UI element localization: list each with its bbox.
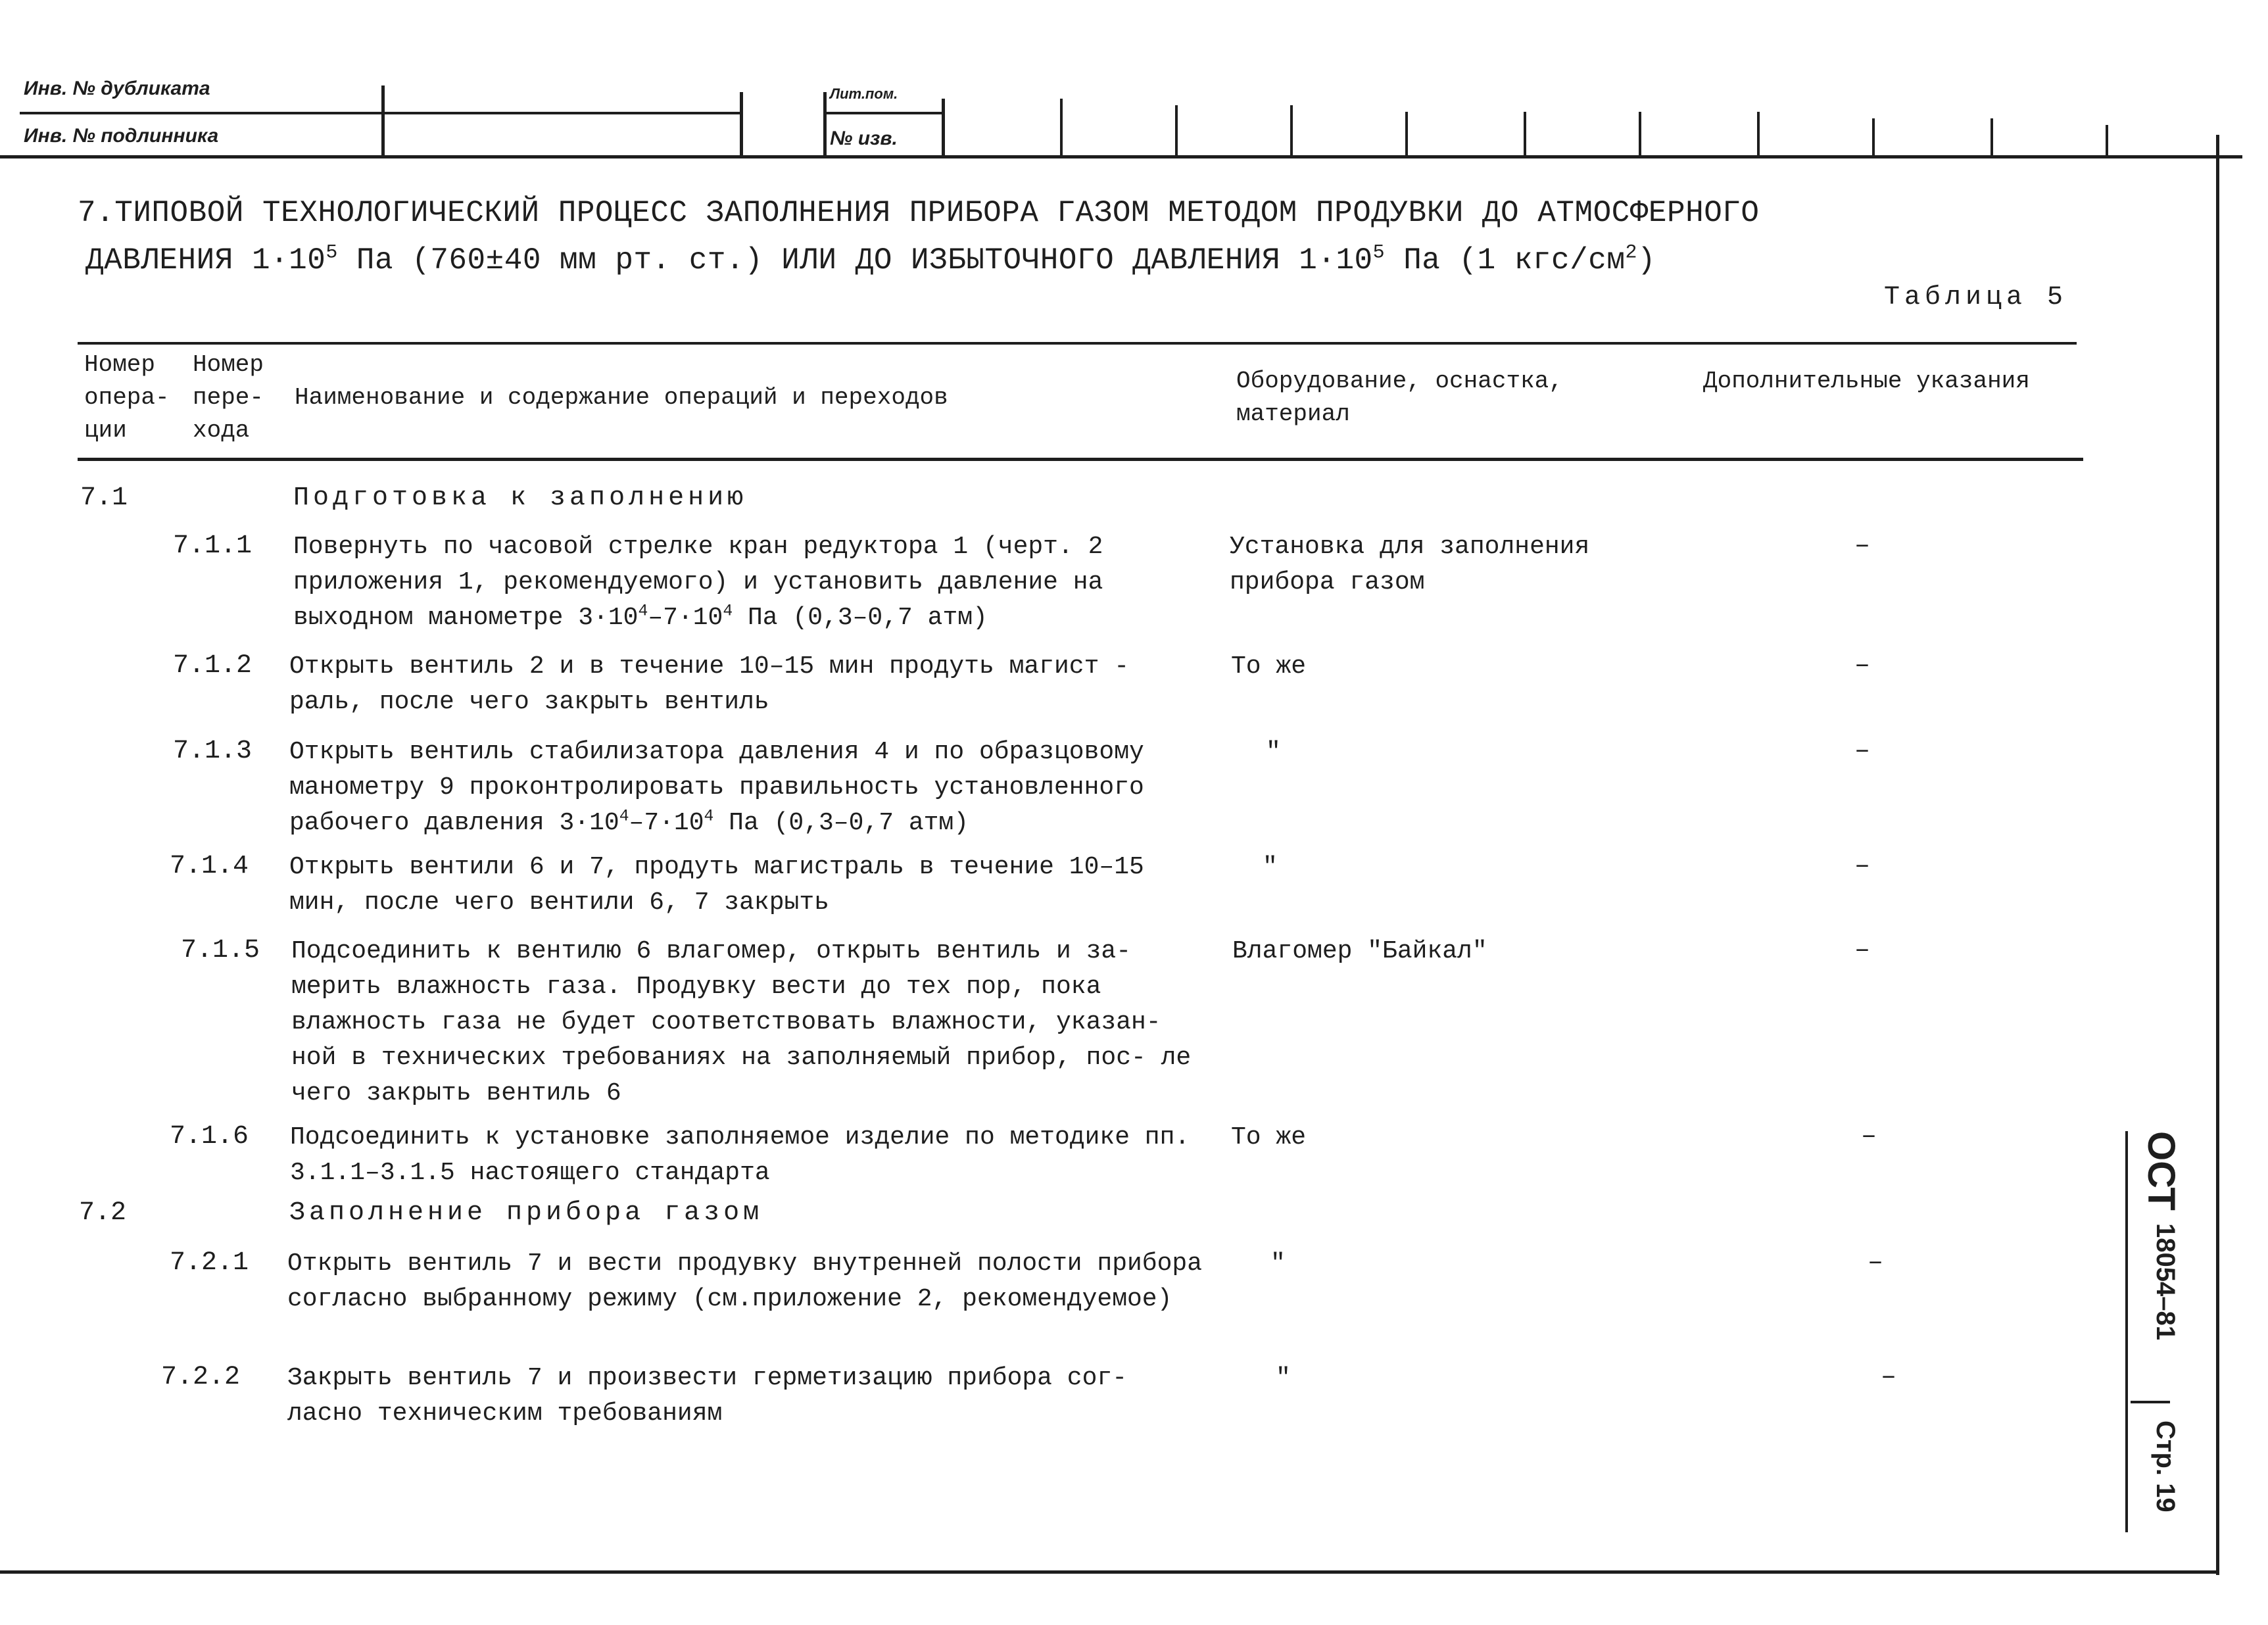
row-text: Открыть вентили 6 и 7, продуть магистраль в течение 10–15 мин, после чего вентили 6, 7 закрыть	[289, 853, 1144, 917]
duplicate-label: Инв. № дубликата	[24, 78, 210, 99]
row-equipment: То же	[1231, 1123, 1307, 1152]
row-equipment: Установка для заполнения прибора газом	[1230, 533, 1590, 596]
stamp-separator	[740, 92, 743, 158]
row-number: 7.2.2	[161, 1363, 241, 1392]
stamp-separator	[1757, 112, 1760, 158]
row-text: Открыть вентиль стабилизатора давления 4 и по образцовому манометру 9 проконтролировать правильность установленного рабочего давления $3\cdot 10^4-7\cdot 10^4$ Па (0,3–0,7 атм)	[289, 738, 1144, 837]
row-notes: –	[1854, 531, 1871, 561]
row-notes: –	[1861, 1122, 1877, 1152]
row-number: 7.1.2	[173, 651, 253, 681]
stamp-separator	[1639, 112, 1641, 158]
change-label: № изв.	[830, 128, 898, 149]
page-frame-bottom	[0, 1570, 2219, 1574]
document-title-line2: ДАВЛЕНИЯ $1\cdot 10^5$ Па (760±40 мм рт. ст.) ИЛИ ДО ИЗБЫТОЧНОГО ДАВЛЕНИЯ $1\cdot 10^5$ Па (1 кгс/$см^2$)	[85, 241, 1656, 278]
row-notes: –	[1868, 1248, 1884, 1278]
table-header-top-line	[78, 342, 2077, 345]
stamp-separator	[1175, 105, 1178, 158]
row-notes: –	[1854, 852, 1871, 881]
stamp-separator	[823, 92, 827, 158]
row-equipment: Влагомер ″Байкал″	[1232, 937, 1487, 965]
row-equipment: То же	[1231, 652, 1307, 681]
row-notes: –	[1854, 936, 1871, 965]
stamp-divider	[825, 112, 944, 114]
row-text: Закрыть вентиль 7 и произвести герметизацию прибора сог- ласно техническим требованиям	[287, 1364, 1128, 1428]
row-text: Повернуть по часовой стрелке кран редуктора 1 (черт. 2 приложения 1, рекомендуемого) и установить давление на выходном манометре $3\cdot 10^4-7\cdot 10^4$ Па (0,3–0,7 атм)	[293, 533, 1103, 632]
standard-designation: ОСТ	[2140, 1131, 2183, 1211]
row-number: 7.1.4	[170, 852, 249, 881]
row-equipment: ″	[1263, 853, 1278, 881]
stamp-separator	[1405, 112, 1408, 158]
header-equipment: Оборудование, оснастка, материал	[1236, 368, 1563, 427]
section-number: 7.1	[80, 483, 128, 513]
row-equipment: ″	[1270, 1249, 1286, 1278]
section-number: 7.2	[79, 1198, 127, 1228]
table-header-bottom-line	[78, 458, 2083, 461]
stamp-separator	[942, 99, 945, 158]
table-label: Таблица 5	[1884, 283, 2068, 312]
row-equipment: ″	[1276, 1364, 1291, 1392]
row-number: 7.1.6	[170, 1122, 249, 1152]
row-text: Открыть вентиль 7 и вести продувку внутренней полости прибора согласно выбранному режиму (см.приложение 2, рекомендуемое)	[287, 1249, 1203, 1313]
row-text: Открыть вентиль 2 и в течение 10–15 мин продуть магист - раль, после чего закрыть вентиль	[289, 652, 1130, 716]
row-number: 7.2.1	[170, 1248, 249, 1278]
row-text: Подсоединить к установке заполняемое изделие по методике пп. 3.1.1–3.1.5 настоящего стандарта	[290, 1123, 1190, 1187]
standard-number: 18054–81	[2151, 1223, 2180, 1340]
page-number: Стр. 19	[2151, 1420, 2180, 1513]
row-text: Подсоединить к вентилю 6 влагомер, открыть вентиль и за- мерить влажность газа. Продувку вести до тех пор, пока влажность газа не будет соответствовать влажности, указан- ной в технических требованиях на заполняемый прибор, пос- ле чего закрыть вентиль 6	[291, 937, 1192, 1107]
section-title: Заполнение прибора газом	[289, 1198, 763, 1228]
stamp-separator	[1524, 112, 1526, 158]
row-notes: –	[1854, 737, 1871, 766]
sheet-label: Лит.пом.	[830, 85, 898, 102]
row-notes: –	[1881, 1363, 1897, 1392]
row-number: 7.1.1	[173, 531, 253, 561]
header-operation-name: Наименование и содержание операций и переходов	[295, 384, 948, 411]
header-transition-number: Номер пере- хода	[193, 351, 264, 444]
row-number: 7.1.5	[181, 936, 260, 965]
row-number: 7.1.3	[173, 737, 253, 766]
stamp-separator	[2106, 125, 2108, 158]
stamp-separator	[1290, 105, 1293, 158]
stamp-separator	[1060, 99, 1063, 158]
stamp-separator	[1991, 118, 1993, 158]
section-title: Подготовка к заполнению	[293, 483, 748, 513]
row-equipment: ″	[1266, 738, 1281, 766]
side-divider	[2131, 1401, 2170, 1403]
header-notes: Дополнительные указания	[1703, 368, 2030, 395]
document-title-line1: 7.ТИПОВОЙ ТЕХНОЛОГИЧЕСКИЙ ПРОЦЕСС ЗАПОЛНЕНИЯ ПРИБОРА ГАЗОМ МЕТОДОМ ПРОДУВКИ ДО АТМОСФЕРНОГО	[78, 196, 1760, 230]
stamp-separator	[381, 85, 385, 158]
header-operation-number: Номер опера- ции	[84, 351, 170, 444]
original-label: Инв. № подлинника	[24, 125, 219, 147]
stamp-bottom-line	[0, 155, 2242, 158]
row-notes: –	[1854, 651, 1871, 681]
page-frame-right	[2216, 135, 2219, 1575]
side-border	[2125, 1131, 2128, 1532]
stamp-separator	[1872, 118, 1875, 158]
